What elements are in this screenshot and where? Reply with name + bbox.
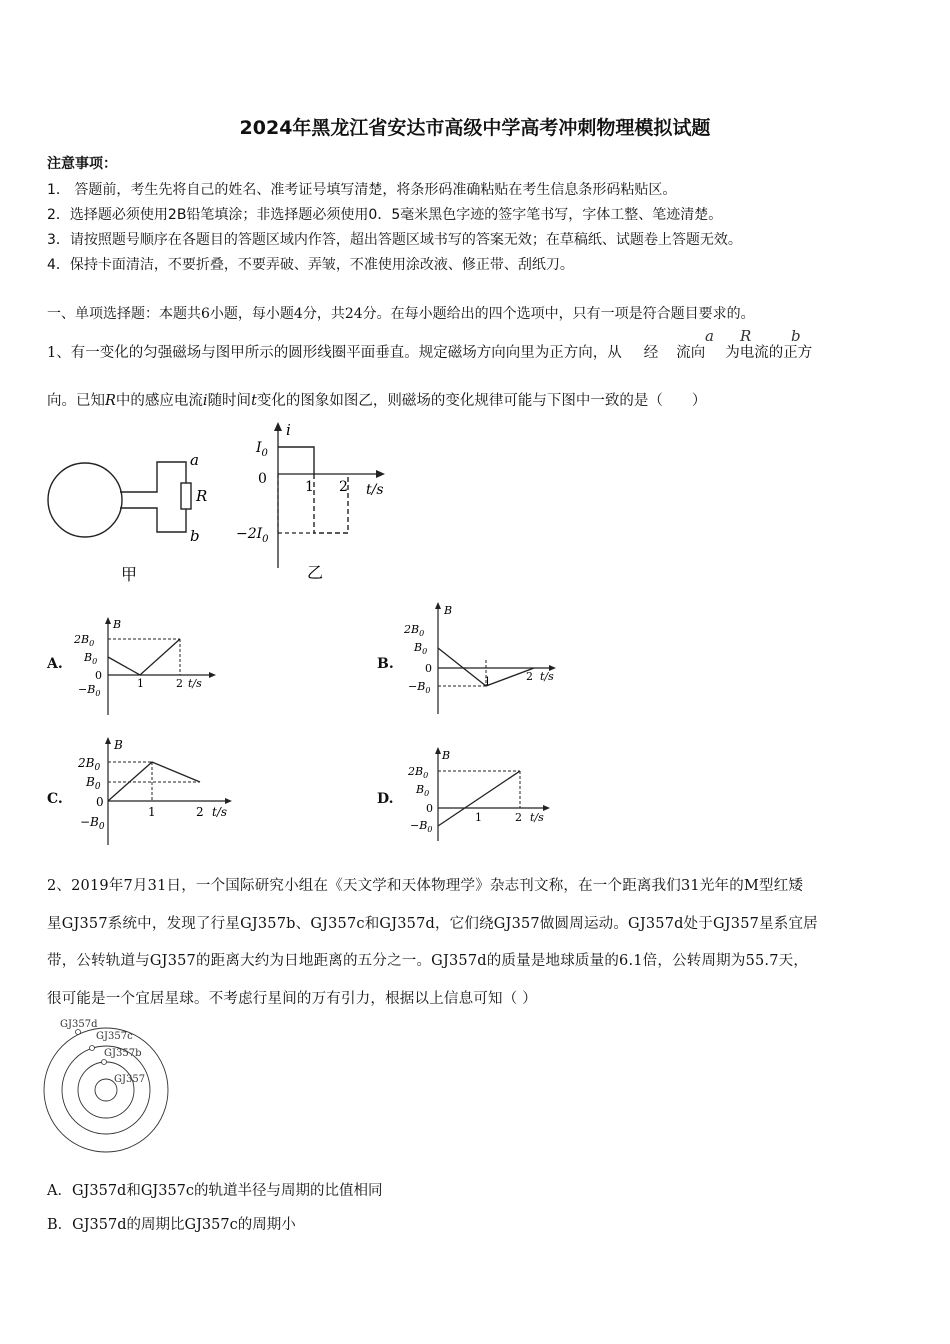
section-heading: 一、单项选择题：本题共6小题，每小题4分，共24分。在每小题给出的四个选项中，只有一项是符合题目要求的。 (47, 306, 755, 322)
opt-d-y0: 2B (408, 765, 424, 778)
opt-d-tick1: 1 (475, 811, 482, 824)
label-a: a (190, 451, 199, 469)
opt-a-y3: −B (78, 683, 96, 696)
q2-line-2: 星GJ357系统中，发现了行星GJ357b、GJ357c和GJ357d，它们绕GJ357做圆周运动。GJ357d处于GJ357星系宜居 (47, 916, 818, 932)
q2-line-3: 带，公转轨道与GJ357的距离大约为日地距离的五分之一。GJ357d的质量是地球质量的6.1倍，公转周期为55.7天， (47, 953, 809, 969)
svg-text:−B0 (80, 815, 105, 832)
yi-xlabel: t/s (366, 482, 384, 498)
planet-b (102, 1060, 107, 1065)
q2-line-1: 2、2019年7月31日，一个国际研究小组在《天文学和天体物理学》杂志刊文称，在一个距离我们31光年的M型红矮 (47, 878, 804, 894)
yi-ytop-sub: 0 (261, 448, 268, 459)
opt-c-y2: 0 (96, 795, 104, 809)
planet-d (76, 1030, 81, 1035)
svg-text:B0 (413, 641, 427, 656)
figure-jia (40, 445, 220, 590)
orbit-b (78, 1062, 134, 1118)
q1-symbol-a: a (705, 327, 714, 345)
label-gj357b: GJ357b (104, 1048, 142, 1059)
opt-a-ylabel: B (113, 618, 122, 631)
opt-c-tick2: 2 (196, 805, 204, 819)
opt-c-tick1: 1 (148, 805, 156, 819)
svg-text:−B0 (408, 680, 430, 695)
q1-option-c-label[interactable]: C. (47, 791, 63, 807)
q1-option-b-label[interactable]: B. (377, 656, 394, 672)
opt-a-y2: 0 (95, 669, 102, 682)
opt-b-y0-sub: 0 (419, 629, 425, 638)
opt-b-y1: B (414, 641, 423, 654)
opt-c-xlabel: t/s (212, 805, 228, 819)
q1-line2-R: R (105, 393, 116, 409)
svg-text:2B0 (77, 756, 100, 773)
opt-a-tick1: 1 (137, 677, 144, 690)
q1-option-b-graph[interactable] (400, 600, 570, 718)
q1-option-d-label[interactable]: D. (377, 791, 394, 807)
opt-a-y3-sub: 0 (95, 689, 101, 698)
resistor (181, 483, 191, 509)
yi-origin: 0 (258, 471, 267, 487)
yi-ytop: I (256, 440, 262, 456)
svg-text:B0 (85, 775, 101, 792)
opt-d-y3-sub: 0 (427, 825, 433, 834)
figure-jia-caption: 甲 (121, 565, 138, 584)
q1-symbol-b: b (791, 327, 801, 345)
opt-a-tick2: 2 (176, 677, 183, 690)
note-item-4: 4．保持卡面清洁，不要折叠，不要弄破、弄皱，不准使用涂改液、修正带、刮纸刀。 (47, 257, 574, 273)
opt-d-y0-sub: 0 (423, 771, 429, 780)
yi-ybot: −2I (236, 526, 263, 542)
opt-d-y3: −B (410, 819, 428, 832)
q1-text-a: 1、有一变化的匀强磁场与图甲所示的圆形线圈平面垂直。规定磁场方向向里为正方向，从 (47, 345, 622, 361)
yi-ybot-sub: 0 (262, 534, 269, 545)
opt-c-y1: B (86, 775, 95, 789)
label-gj357c: GJ357c (96, 1031, 133, 1042)
orbit-c (62, 1046, 150, 1134)
yi-tick-1: 1 (305, 479, 314, 495)
opt-c-y0: 2B (78, 756, 95, 770)
svg-text:2B0 (73, 633, 94, 648)
label-b: b (190, 527, 200, 545)
opt-d-y1-sub: 0 (424, 789, 430, 798)
svg-text:2B0 (407, 765, 428, 780)
yi-segment-positive (278, 447, 314, 474)
planet-c (90, 1046, 95, 1051)
q1-symbol-R: R (740, 327, 752, 345)
opt-c-ylabel: B (114, 738, 123, 752)
yi-ylabel: i (286, 421, 291, 439)
opt-c-y3-sub: 0 (98, 822, 105, 832)
q1-text-d: 为电流的正方 (725, 345, 813, 361)
q2-line-4: 很可能是一个宜居星球。不考虑行星间的万有引力，根据以上信息可知（ ） (47, 991, 537, 1007)
svg-text:−B0 (78, 683, 100, 698)
opt-b-xlabel: t/s (540, 670, 554, 683)
opt-b-y2: 0 (425, 662, 432, 675)
opt-b-y3-sub: 0 (425, 686, 431, 695)
q2-option-b[interactable]: B．GJ357d的周期比GJ357c的周期小 (47, 1217, 296, 1233)
opt-c-y1-sub: 0 (94, 782, 101, 792)
opt-b-ylabel: B (444, 604, 453, 617)
orbit-d (44, 1028, 168, 1152)
opt-c-y3: −B (80, 815, 99, 829)
q1-option-a-label[interactable]: A. (47, 656, 63, 672)
q1-line2-a: 向。已知 (47, 393, 105, 409)
opt-a-y0-sub: 0 (89, 639, 95, 648)
svg-text:−B0 (410, 819, 432, 834)
svg-text:B0 (83, 651, 97, 666)
coil-circle (48, 463, 122, 537)
q1-line2-b: 中的感应电流 (115, 393, 203, 409)
q1-option-a-graph[interactable] (70, 615, 230, 725)
figure-yi (228, 418, 398, 588)
opt-b-tick2: 2 (526, 670, 533, 683)
q1-line2-d: 变化的图象如图乙，则磁场的变化规律可能与下图中一致的是（ ） (256, 393, 707, 409)
svg-text:B0 (415, 783, 429, 798)
q1-text-b: 经 (643, 345, 659, 361)
note-item-3: 3．请按照题号顺序在各题目的答题区域内作答，超出答题区域书写的答案无效；在草稿纸、试题卷上答题无效。 (47, 232, 742, 248)
svg-text:2B0 (403, 623, 424, 638)
q1-line-2 (47, 389, 706, 410)
label-gj357: GJ357 (114, 1074, 146, 1085)
note-item-1: 1． 答题前，考生先将自己的姓名、准考证号填写清楚，将条形码准确粘贴在考生信息条形码粘贴区。 (47, 182, 677, 198)
label-R: R (196, 487, 208, 505)
svg-text:−2I0 (236, 526, 269, 545)
q1-text-c: 流向 (676, 345, 706, 361)
q1-line-1 (47, 341, 812, 362)
notes-heading: 注意事项： (47, 156, 117, 172)
opt-b-y3: −B (408, 680, 426, 693)
note-item-2: 2．选择题必须使用2B铅笔填涂；非选择题必须使用0．5毫米黑色字迹的签字笔书写，字体工整、笔迹清楚。 (47, 207, 723, 223)
opt-b-tick1: 1 (484, 675, 491, 688)
opt-a-y1-sub: 0 (92, 657, 98, 666)
q1-option-d-graph[interactable] (400, 745, 560, 845)
label-gj357d: GJ357d (60, 1019, 98, 1030)
q1-line2-t: t (251, 393, 257, 409)
orbit-figure (40, 1012, 190, 1162)
page-title: 2024年黑龙江省安达市高级中学高考冲刺物理模拟试题 (239, 117, 711, 139)
opt-a-xlabel: t/s (188, 677, 202, 690)
q2-option-a[interactable]: A．GJ357d和GJ357c的轨道半径与周期的比值相同 (47, 1183, 383, 1199)
opt-b-y1-sub: 0 (422, 647, 428, 656)
opt-d-xlabel: t/s (530, 811, 544, 824)
svg-text:I0 (255, 440, 269, 459)
opt-a-y1: B (84, 651, 93, 664)
opt-a-curve (108, 639, 180, 675)
q1-line2-c: 随时间 (207, 393, 252, 409)
q1-line2-i: i (202, 393, 208, 409)
opt-b-y0: 2B (404, 623, 420, 636)
yi-tick-2: 2 (339, 479, 348, 495)
opt-d-y2: 0 (426, 802, 433, 815)
figure-yi-caption: 乙 (307, 563, 324, 582)
opt-d-y1: B (416, 783, 425, 796)
q1-option-c-graph[interactable] (70, 735, 240, 850)
opt-a-y0: 2B (74, 633, 90, 646)
opt-d-ylabel: B (442, 749, 451, 762)
opt-c-y0-sub: 0 (94, 763, 101, 773)
opt-d-tick2: 2 (515, 811, 522, 824)
